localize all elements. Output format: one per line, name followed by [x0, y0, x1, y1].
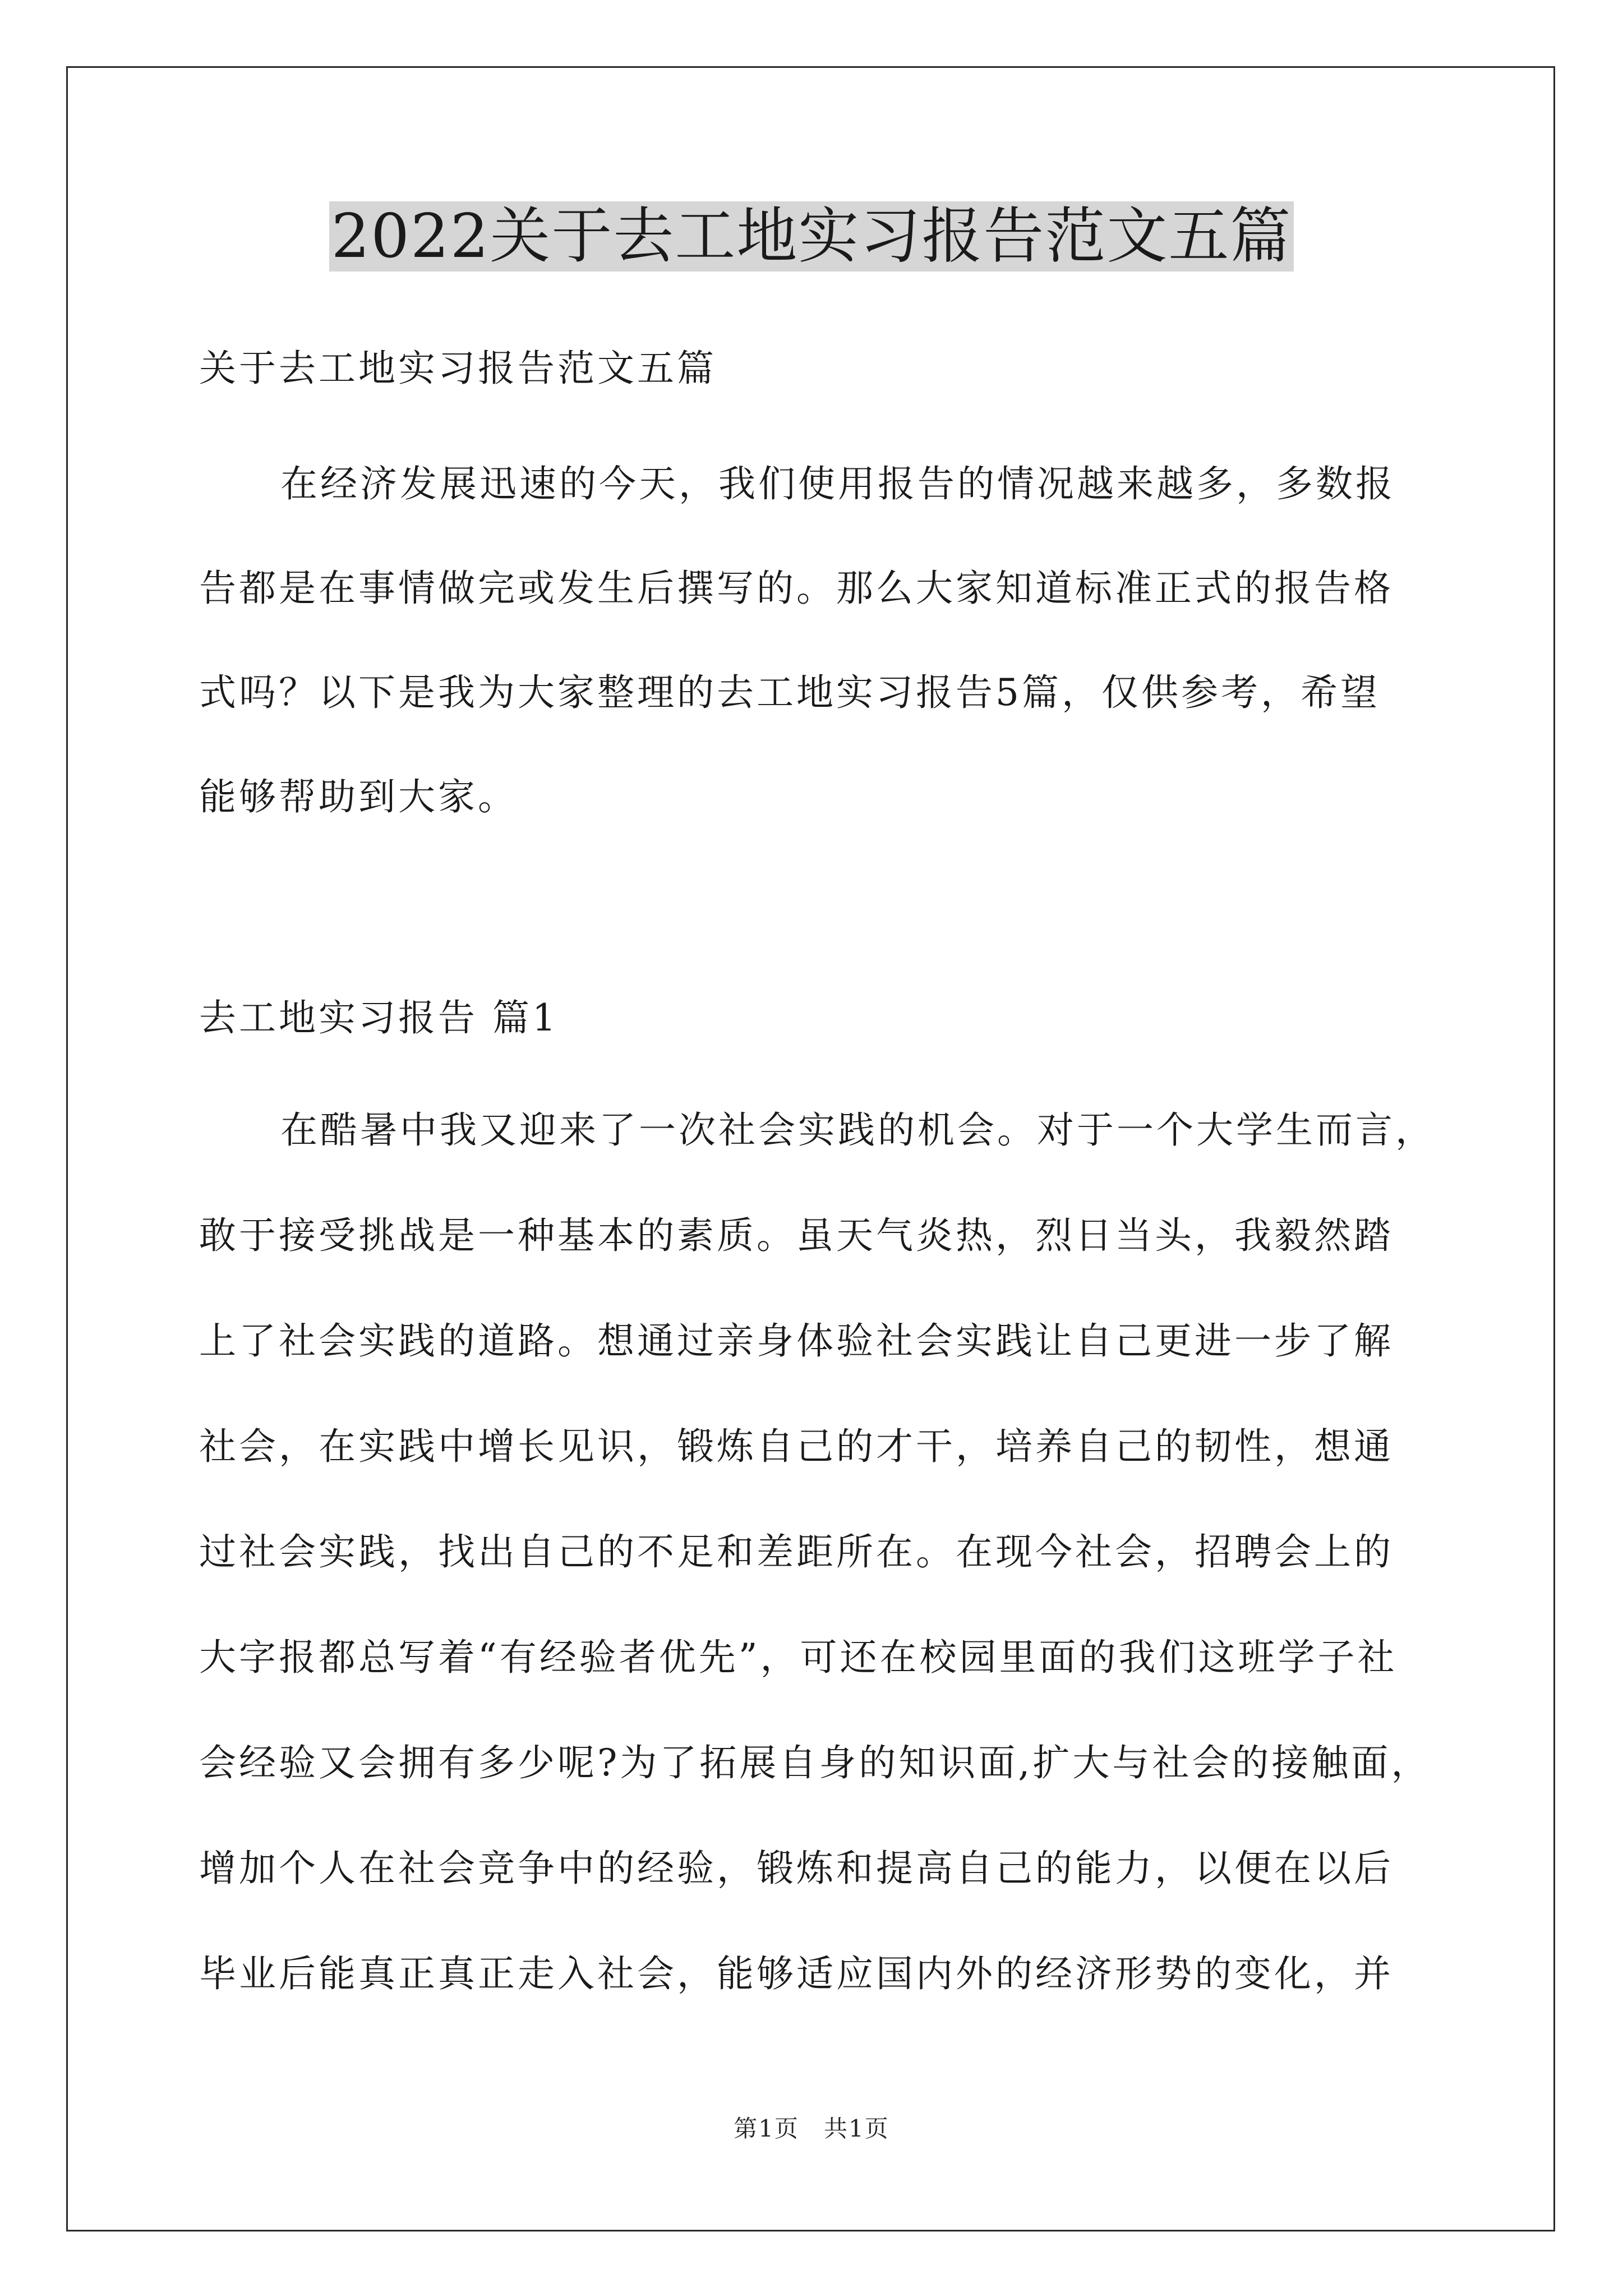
- intro-line-4: 能够帮助到大家。: [199, 775, 518, 818]
- body-line-3: 上了社会实践的道路。想通过亲身体验社会实践让自己更进一步了解: [199, 1319, 1394, 1363]
- section-heading: 去工地实习报告 篇1: [199, 996, 559, 1039]
- intro-line-1: 在经济发展迅速的今天，我们使用报告的情况越来越多，多数报: [280, 462, 1395, 505]
- document-title: 2022关于去工地实习报告范文五篇: [0, 197, 1623, 276]
- body-line-1: 在酷暑中我又迎来了一次社会实践的机会。对于一个大学生而言，: [280, 1108, 1435, 1152]
- body-line-4: 社会，在实践中增长见识，锻炼自己的才干，培养自己的韧性，想通: [199, 1425, 1394, 1468]
- body-line-6: 大字报都总写着“有经验者优先”，可还在校园里面的我们这班学子社: [199, 1636, 1398, 1679]
- intro-line-2: 告都是在事情做完或发生后撰写的。那么大家知道标准正式的报告格: [199, 567, 1394, 610]
- document-subtitle: 关于去工地实习报告范文五篇: [199, 347, 717, 390]
- body-line-9: 毕业后能真正真正走入社会，能够适应国内外的经济形势的变化，并: [199, 1952, 1394, 1995]
- intro-line-3: 式吗？以下是我为大家整理的去工地实习报告5篇，仅供参考，希望: [199, 671, 1380, 714]
- page-number-footer: 第1页 共1页: [734, 2115, 889, 2142]
- body-line-5: 过社会实践，找出自己的不足和差距所在。在现今社会，招聘会上的: [199, 1530, 1394, 1573]
- body-line-8: 增加个人在社会竞争中的经验，锻炼和提高自己的能力，以便在以后: [199, 1847, 1394, 1890]
- body-line-2: 敢于接受挑战是一种基本的素质。虽天气炎热，烈日当头，我毅然踏: [199, 1214, 1394, 1257]
- body-line-7: 会经验又会拥有多少呢?为了拓展自身的知识面,扩大与社会的接触面，: [199, 1741, 1431, 1784]
